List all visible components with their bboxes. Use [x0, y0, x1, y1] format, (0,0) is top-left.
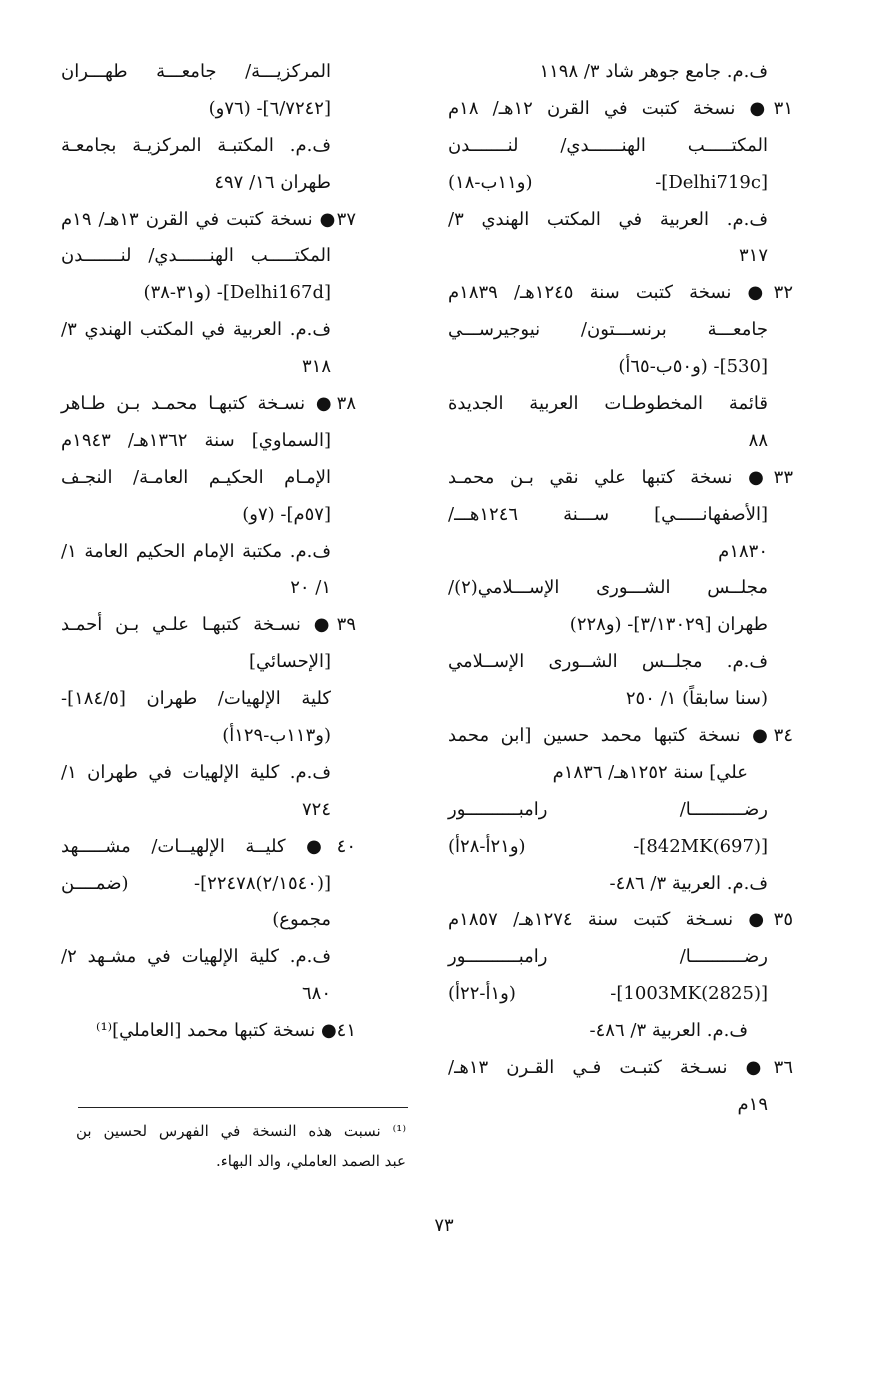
text-line: [(٢/١٥٤٠)٢٢٤٧٨]- (ضمــــن: [61, 872, 331, 894]
text-line: طهران [٣/١٣٠٢٩]- (و٢٢٨): [569, 614, 768, 636]
text-line: ف.م. المكتبـة المركزيـة بجامعـة: [61, 134, 331, 156]
text-line: المركزيـــة/ جامعـــة طهـــران: [61, 61, 331, 82]
text-line: [(2825)1003MK]- (و١أ-٢٢أ): [448, 983, 768, 1005]
text-line: مجلــس الشـــورى الإســـلامي(٢)/: [448, 577, 768, 599]
text-line: (سنا سابقاً) ١/ ٢٥٠: [625, 688, 768, 710]
text-line: [Delhi719c]- (و١١ب-١٨): [448, 171, 768, 193]
text-line: ف.م. مجلــس الشــورى الإســلامي: [448, 651, 768, 673]
text-line: ف.م. العربية في المكتب الهندي ٣/: [61, 319, 331, 341]
text-line: جامعـــة برنســـتون/ نيوجيرســـي: [448, 319, 768, 341]
footnote-line: ⁽¹⁾ نسبت هذه النسخة في الفهرس لحسين بن: [76, 1122, 406, 1140]
text-line: الإمـام الحكيـم العامـة/ النجـف: [61, 466, 331, 488]
entry-line: ٣٩● نسـخة كتبهـا علـي بـن أحمـد: [61, 614, 356, 636]
text-line: ٨٨: [748, 429, 768, 451]
left-column: [61, 54, 356, 1050]
entry-line: ٣٣● نسخة كتبها علي نقي بـن محمـد: [448, 466, 793, 488]
entry-line: ٣٨● نسـخة كتبهـا محمـد بـن طـاهر: [61, 393, 356, 415]
text-line: ١٨٣٠م: [718, 540, 768, 562]
text-line: (و١١٣ب-١٢٩أ): [222, 725, 331, 747]
text-line: [السماوي] سنة ١٣٦٢هـ/ ١٩٤٣م: [61, 429, 331, 451]
text-line: كلية الإلهيات/ طهران [١٨٤/٥]-: [61, 688, 331, 710]
text-line: ف.م. كلية الإلهيات في طهران ١/: [61, 761, 331, 783]
entry-line: ٤١● نسخة كتبها محمد [العاملي]⁽¹⁾: [96, 1020, 356, 1042]
page-number: ٧٣: [434, 1215, 454, 1236]
text-line: المكتـــــب الهنــــــدي/ لنـــــــدن: [61, 245, 331, 267]
entry-line: ٣٦● نسـخة كتبـت فـي القـرن ١٣هـ/: [448, 1057, 793, 1079]
entry-line: ٣٢● نسخة كتبت سنة ١٢٤٥هـ/ ١٨٣٩م: [448, 282, 793, 304]
text-line: المكتـــــب الهنــــــدي/ لنـــــــدن: [448, 134, 768, 156]
text-line: ف.م. العربية في المكتب الهندي ٣/: [448, 208, 768, 230]
right-column: [448, 54, 793, 1124]
text-line: رضــــــــــا/ رامبــــــــــور: [448, 946, 768, 968]
text-line: قائمة المخطوطـات العربية الجديدة: [448, 393, 768, 415]
text-line: طهران ١٦/ ٤٩٧: [214, 171, 331, 193]
text-line: [530]- (و٥٠ب-٦٥أ): [618, 356, 768, 378]
entry-line: ٣٧● نسخة كتبت في القرن ١٣هـ/ ١٩م: [61, 208, 356, 230]
footnote: [76, 1116, 406, 1176]
text-line: ٦٨٠: [301, 983, 331, 1005]
footnote-line: عبد الصمد العاملي، والد البهاء.: [215, 1152, 406, 1170]
text-line: ف.م. كلية الإلهيات في مشـهد ٢/: [61, 946, 331, 968]
text-line: ف.م. مكتبة الإمام الحكيم العامة ١/: [61, 540, 331, 562]
text-line: [(697)842MK]- (و٢١أ-٢٨أ): [448, 835, 768, 857]
text-line: ف.م. جامع جوهر شاد ٣/ ١١٩٨: [539, 61, 768, 82]
text-line: ١/ ٢٠: [290, 577, 331, 599]
text-line: [٥٧م]- (٧و): [242, 503, 331, 525]
footnote-divider: [78, 1107, 408, 1108]
text-line: [الإحسائي]: [249, 651, 331, 673]
text-line: ف.م. العربية ٣/ ٤٨٦-: [589, 1020, 748, 1042]
text-line: علي] سنة ١٢٥٢هـ/ ١٨٣٦م: [552, 761, 748, 783]
text-line: مجموع): [272, 909, 331, 931]
text-line: ١٩م: [737, 1093, 768, 1115]
entry-line: ٣٥● نسـخة كتبت سنة ١٢٧٤هـ/ ١٨٥٧م: [448, 909, 793, 931]
entry-line: ٣١● نسخة كتبت في القرن ١٢هـ/ ١٨م: [448, 97, 794, 119]
entry-line: ٤٠● كليــة الإلهيــات/ مشـــــهد: [61, 835, 356, 857]
text-line: رضــــــــــا/ رامبــــــــــور: [448, 798, 768, 820]
text-line: [٦/٧٢٤٢]- (٧٦و): [208, 97, 331, 119]
text-line: ف.م. العربية ٣/ ٤٨٦-: [609, 872, 768, 894]
entry-line: ٣٤● نسخة كتبها محمد حسين [ابن محمد: [448, 725, 793, 747]
text-line: ٣١٨: [301, 356, 331, 378]
text-line: [Delhi167d]- (و٣١-٣٨): [143, 282, 331, 304]
text-line: [الأصفهانـــــي] ســـنة ١٢٤٦هـــ/: [448, 503, 768, 525]
text-line: ٧٢٤: [301, 798, 331, 820]
text-line: ٣١٧: [738, 245, 768, 267]
